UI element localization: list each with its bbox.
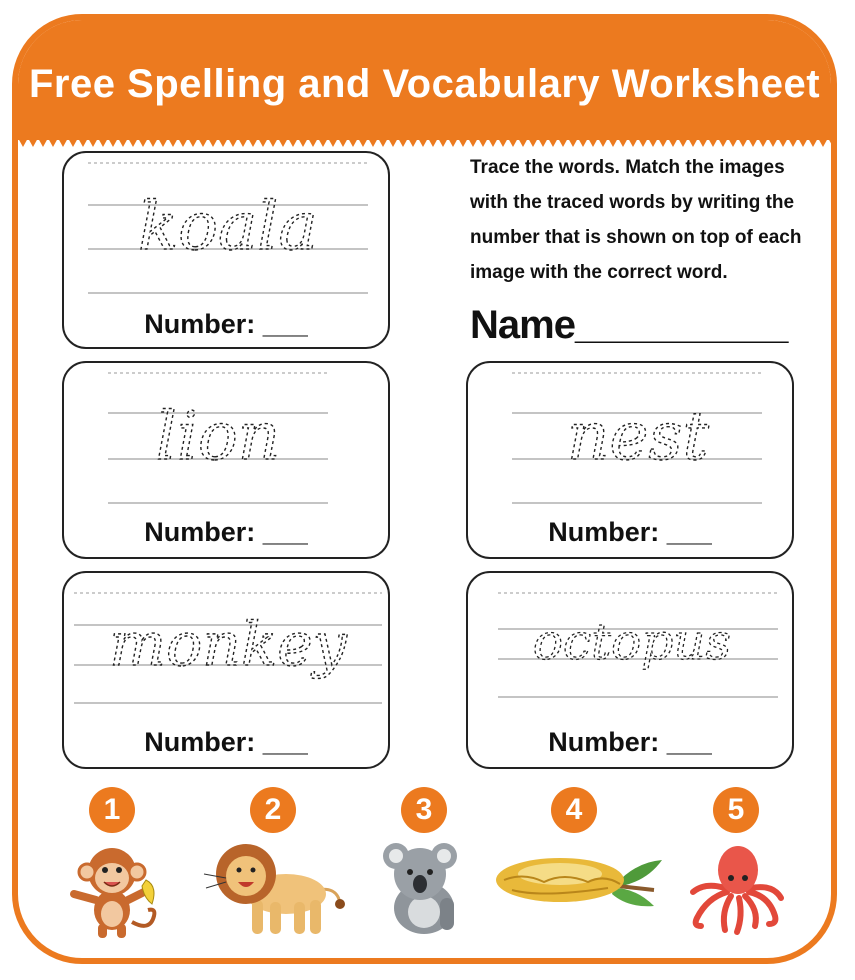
worksheet-title: Free Spelling and Vocabulary Worksheet [28, 62, 821, 106]
number-answer-nest[interactable]: Number: ___ [548, 517, 712, 547]
header-banner [18, 20, 831, 140]
svg-text:octopus: octopus [532, 613, 732, 671]
header-zigzag-edge [18, 138, 837, 150]
number-answer-lion[interactable]: Number: ___ [144, 517, 308, 547]
monkey-icon [62, 840, 167, 940]
picture-number-4: 4 [551, 787, 597, 833]
trace-card-monkey [62, 571, 390, 769]
trace-card-koala [62, 151, 390, 349]
svg-text:lion: lion [155, 398, 281, 475]
picture-number-3: 3 [401, 787, 447, 833]
svg-text:koala: koala [138, 188, 318, 265]
picture-number-2: 2 [250, 787, 296, 833]
svg-text:monkey: monkey [109, 610, 347, 680]
picture-number-5: 5 [713, 787, 759, 833]
instructions-text: Trace the words. Match the images with the traced words by writing the number that is shown on top of each image with the correct word. [470, 157, 802, 283]
number-answer-octopus[interactable]: Number: ___ [548, 727, 712, 757]
octopus-icon [687, 842, 787, 938]
number-answer-koala[interactable]: Number: ___ [144, 309, 308, 339]
name-field[interactable]: Name__________ [470, 303, 788, 347]
number-answer-monkey[interactable]: Number: ___ [144, 727, 308, 757]
picture-number-1: 1 [89, 787, 135, 833]
trace-card-lion [62, 361, 390, 559]
svg-text:nest: nest [567, 398, 709, 475]
nest-icon [496, 850, 666, 910]
koala-icon [380, 838, 470, 938]
trace-card-nest [466, 361, 794, 559]
lion-icon [196, 838, 346, 938]
trace-card-octopus [466, 571, 794, 769]
